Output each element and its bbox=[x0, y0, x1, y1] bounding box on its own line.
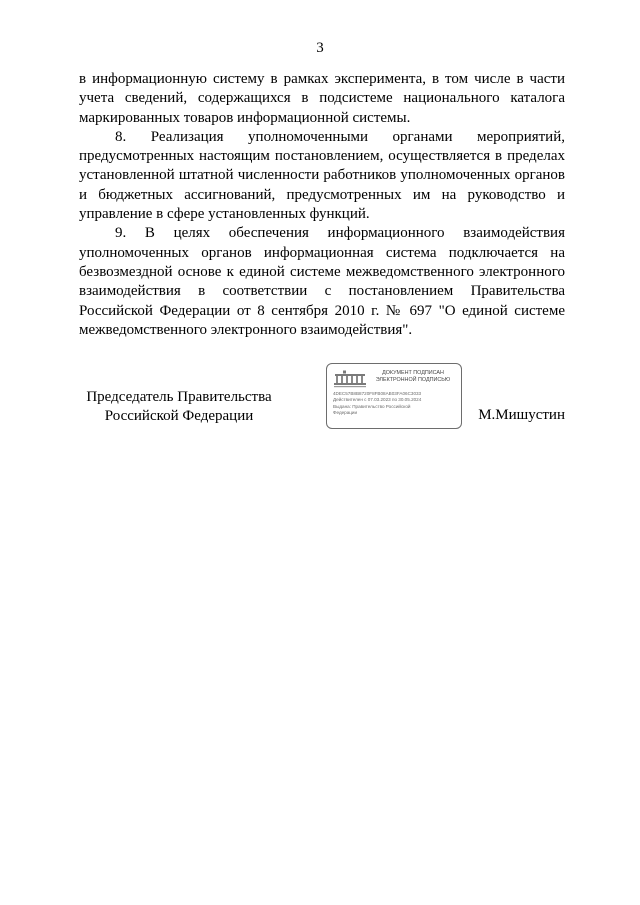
certificate-id: 4DEC57B8B8720F8FB08AB03FA06C3033 bbox=[333, 391, 422, 396]
stamp-heading bbox=[367, 370, 459, 384]
stamp-details bbox=[333, 391, 459, 416]
page-number: 3 bbox=[316, 40, 324, 56]
signer-title-line-2: Российской Федерации bbox=[104, 408, 254, 424]
certificate-validity: Действителен с 07.03.2023 по 30.05.2024 bbox=[333, 397, 422, 403]
document-body bbox=[79, 70, 565, 340]
certificate-issued-to-line-2: Федерации bbox=[333, 409, 358, 415]
stamp-heading-line-1: ДОКУМЕНТ ПОДПИСАН bbox=[382, 370, 444, 376]
signer-title bbox=[79, 388, 279, 426]
paragraph-8: 8. Реализация уполномоченными органами мероприятий, предусмотренных настоящим постановлением, осуществляется в пределах установленной штатной численности работников уполномоченных органов и бюджетных ассигнований, предусмотренных им на руководство и управление в сфере установленных функций. bbox=[79, 128, 565, 223]
signer-title-line-1: Председатель Правительства bbox=[86, 389, 272, 405]
government-building-icon bbox=[333, 370, 367, 388]
electronic-signature-stamp bbox=[326, 363, 462, 429]
paragraph-9: 9. В целях обеспечения информационного взаимодействия уполномоченных органов информационная система подключается на безвозмездной основе к единой системе межведомственного электронного взаимодействия в соответствии с постановлением Правительства Российской Федерации от 8 сентября 2010 г. № 697 "О единой системе межведомственного электронного взаимодействия". bbox=[79, 225, 565, 338]
certificate-issued-to-line-1: Выдана: Правительство Российской bbox=[333, 403, 411, 409]
stamp-heading-line-2: ЭЛЕКТРОННОЙ ПОДПИСЬЮ bbox=[375, 377, 451, 383]
signer-name: М.Мишустин bbox=[478, 407, 565, 423]
paragraph-continuation: в информационную систему в рамках эксперимента, в том числе в части учета сведений, содержащихся в подсистеме национального каталога маркированных товаров информационной системы. bbox=[79, 71, 565, 126]
